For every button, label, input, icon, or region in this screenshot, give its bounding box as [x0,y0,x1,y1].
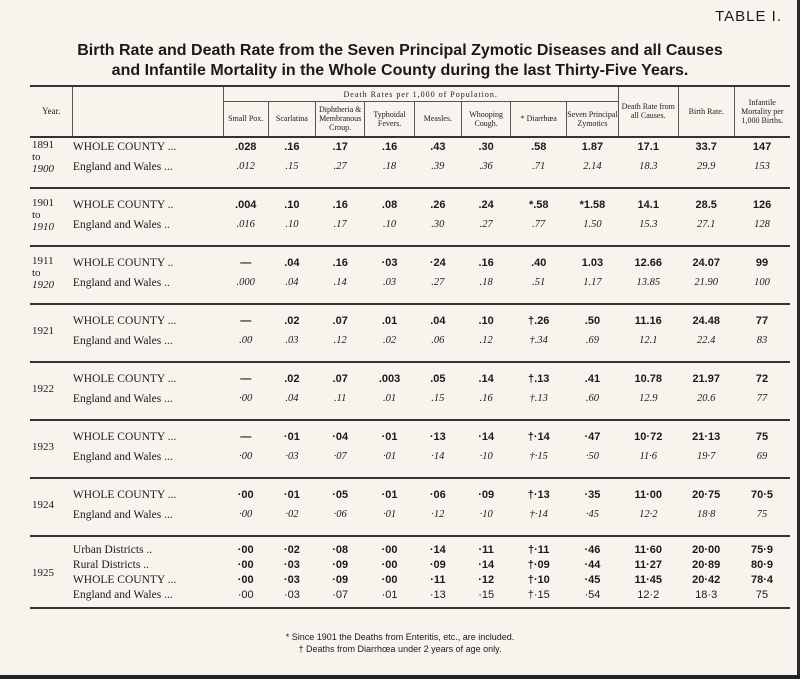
col-header-small-pox: Small Pox. [223,102,268,136]
birth-rate-header: Birth Rate. [678,86,734,136]
value-cell: 126 [752,198,772,211]
value-cell: .15 [431,393,445,404]
value-cell: ·01 [381,430,398,443]
value-cell: 153 [754,161,770,172]
region-label: WHOLE COUNTY ... [72,141,177,153]
col-header-diphtheria: Diphtheria & Membranous Croup. [315,102,364,136]
value-cell: ·50 [585,451,599,462]
value-cell: .14 [333,277,347,288]
block-separator [30,177,790,188]
death-rates-group-header: Death Rates per 1,000 of Population. [223,86,618,102]
value-cell: .02 [284,372,300,385]
value-cell: .016 [236,219,255,230]
year-cell [30,485,73,525]
year-text: 1922 [32,382,54,395]
value-cell: †·15 [527,589,550,601]
year-text: 1911 [32,254,54,267]
block-separator [30,467,790,478]
value-cell: ·46 [584,544,601,556]
value-cell: .40 [531,256,547,269]
table-row [30,447,790,467]
value-cell: ·01 [283,430,300,443]
table-row [30,137,790,157]
region-label: England and Wales ... [72,589,173,601]
value-cell: ·45 [584,574,601,586]
value-cell: 15.3 [639,219,658,230]
value-cell: 29.9 [697,161,716,172]
value-cell: ·14 [429,544,446,556]
year-cell [30,311,73,351]
value-cell: 21·13 [692,430,721,443]
footnote-diarrhoea: † Deaths from Diarrhœa under 2 years of age only. [298,644,502,654]
value-cell: 24.48 [692,314,720,327]
value-cell: 100 [754,277,770,288]
value-cell: ·03 [283,559,300,571]
value-cell: 33.7 [695,141,717,153]
value-cell: 18·8 [697,509,716,520]
block-separator [30,293,790,304]
value-cell: 18.3 [639,161,658,172]
year-text: 1923 [32,440,54,453]
value-cell: 18·3 [695,589,718,601]
value-cell: ·14 [478,430,495,443]
region-label: WHOLE COUNTY ... [72,372,177,385]
value-cell: 28.5 [695,198,717,211]
value-cell: .10 [284,198,300,211]
value-cell: ·10 [479,451,493,462]
value-cell: .03 [382,277,397,288]
table-row [30,369,790,389]
year-text: 1901 [32,196,54,209]
value-cell: ·03 [285,451,299,462]
value-cell: .11 [333,393,347,404]
region-label: WHOLE COUNTY ... [72,574,177,586]
table-row [30,331,790,351]
value-cell: .50 [584,314,601,327]
col-header-measles: Measles. [414,102,461,136]
block-gap [30,246,790,253]
table-title-line-2: and Infantile Mortality in the Whole County during the last Thirty-Five Years. [111,62,689,79]
table-end-rule [30,603,790,608]
value-cell: .17 [333,219,347,230]
value-cell: .012 [236,161,255,172]
value-cell: 75 [755,430,769,443]
value-cell: 20·00 [692,544,721,556]
value-cell: 72 [755,372,769,385]
value-cell: .10 [382,219,397,230]
value-cell: .27 [333,161,347,172]
value-cell: 21.90 [694,277,719,288]
value-cell: .03 [285,335,299,346]
block-gap [30,536,790,543]
value-cell: ·03 [381,256,398,269]
value-cell: — [240,430,252,443]
value-cell: 99 [755,256,769,269]
value-cell: .04 [284,256,300,269]
value-cell: ·00 [381,559,398,571]
value-cell: .000 [236,277,255,288]
value-cell: .18 [479,277,493,288]
year-text: 1891 [32,139,54,151]
value-cell: .69 [585,335,599,346]
value-cell: .10 [478,314,494,327]
value-cell: ·00 [237,574,254,586]
value-cell: 75 [756,509,768,520]
value-cell: 12·2 [637,589,660,601]
value-cell: .02 [382,335,397,346]
block-gap [30,188,790,195]
value-cell: 75·9 [751,544,774,556]
value-cell: ·01 [381,589,398,601]
table-row [30,558,790,573]
value-cell: †.13 [528,372,550,385]
value-cell: .24 [478,198,494,211]
value-cell: .12 [333,335,347,346]
value-cell: 77 [756,393,768,404]
col-header-diarrhoea: * Diarrhœa [511,102,567,136]
region-label: Rural Districts .. [72,559,149,571]
value-cell: ·09 [332,559,349,571]
value-cell: ·12 [478,574,495,586]
value-cell: ·07 [332,589,349,601]
value-cell: — [240,314,252,327]
value-cell: 11·27 [634,559,663,571]
value-cell: ·09 [429,559,446,571]
col-header-seven-zymotics: Seven Principal Zymotics [567,102,619,136]
block-gap [30,304,790,311]
region-label: England and Wales ... [72,392,173,405]
value-cell: 1.87 [581,141,604,153]
value-cell: ·00 [237,589,254,601]
year-text: 1921 [32,324,54,337]
value-cell: ·15 [478,589,495,601]
value-cell: — [240,256,252,269]
value-cell: .30 [431,219,445,230]
year-cell [30,195,73,235]
year-cell [30,427,73,467]
value-cell: .028 [235,141,257,153]
block-separator [30,525,790,536]
value-cell: ·14 [431,451,445,462]
value-cell: ·47 [584,430,601,443]
value-cell: ·08 [332,544,349,556]
value-cell: 27.1 [697,219,716,230]
year-cell [30,369,73,409]
value-cell: .10 [285,219,299,230]
value-cell: †·14 [529,509,548,520]
value-cell: .12 [479,335,493,346]
value-cell: *1.58 [579,198,606,211]
block-gap [30,478,790,485]
value-cell: ·01 [382,509,397,520]
col-header-typhoidal: Typhoidal Fevers. [365,102,414,136]
value-cell: ·06 [333,509,347,520]
table-row [30,273,790,293]
value-cell: ·00 [237,488,254,501]
value-cell: ·44 [584,559,601,571]
year-cell [30,543,73,603]
value-cell: †·14 [527,430,550,443]
death-rate-all-header: Death Rate from all Causes. [618,86,678,136]
value-cell: .16 [478,256,494,269]
value-cell: ·00 [237,559,254,571]
value-cell: 77 [755,314,769,327]
value-cell: ·02 [285,509,299,520]
region-label: England and Wales ... [72,508,173,521]
region-label: WHOLE COUNTY ... [72,314,177,327]
value-cell: ·00 [381,574,398,586]
value-cell: ·12 [431,509,445,520]
block-separator [30,409,790,420]
region-label: WHOLE COUNTY ... [72,488,177,501]
value-cell: ·02 [283,544,300,556]
value-cell: ·03 [283,574,300,586]
value-cell: 11·6 [639,451,658,462]
value-cell: †·10 [527,574,550,586]
year-text: 1924 [32,498,54,511]
value-cell: .07 [332,372,348,385]
value-cell: .58 [531,141,547,153]
value-cell: .60 [585,393,599,404]
value-cell: ·11 [430,574,446,586]
table-row [30,505,790,525]
value-cell: 147 [752,141,772,153]
value-cell: .01 [382,393,397,404]
value-cell: ·14 [478,559,495,571]
table-row [30,573,790,588]
year-header: Year. [30,86,73,136]
value-cell: 12.66 [634,256,663,269]
year-text: to [32,266,41,279]
value-cell: .16 [332,198,348,211]
value-cell: .26 [430,198,446,211]
value-cell: ·01 [283,488,300,501]
block-separator [30,235,790,246]
value-cell: ·09 [478,488,495,501]
value-cell: ·13 [429,430,446,443]
value-cell: 11.16 [634,314,662,327]
value-cell: 11·45 [634,574,663,586]
value-cell: ·10 [479,509,493,520]
value-cell: 22.4 [697,335,716,346]
value-cell: .77 [532,219,546,230]
value-cell: .004 [235,198,257,211]
value-cell: *.58 [528,198,549,211]
value-cell: 75 [755,589,769,601]
value-cell: .14 [478,372,494,385]
table-row [30,427,790,447]
year-text: 1910 [32,220,54,233]
value-cell: ·00 [239,393,253,404]
value-cell: .51 [532,277,546,288]
year-cell [30,253,73,293]
value-cell: 80·9 [751,559,774,571]
infantile-mortality-header: Infantile Mortality per 1,000 Births. [734,86,790,136]
value-cell: †·15 [529,451,548,462]
table-row [30,485,790,505]
value-cell: .003 [378,372,401,385]
value-cell: ·00 [239,451,253,462]
value-cell: ·00 [239,509,253,520]
table-row [30,253,790,273]
region-label: England and Wales .. [72,276,170,289]
year-text: 1920 [32,278,54,291]
value-cell: ·03 [283,589,300,601]
value-cell: 69 [756,451,768,462]
value-cell: ·01 [382,451,397,462]
value-cell: — [240,372,252,385]
value-cell: ·04 [332,430,349,443]
value-cell: ·06 [429,488,446,501]
value-cell: .16 [332,256,348,269]
value-cell: .02 [284,314,300,327]
value-cell: †·09 [527,559,550,571]
value-cell: †.26 [528,314,550,327]
value-cell: 14.1 [637,198,659,211]
value-cell: 19·7 [697,451,716,462]
value-cell: ·00 [381,544,398,556]
value-cell: .06 [431,335,445,346]
value-cell: 13.85 [636,277,661,288]
value-cell: ·13 [429,589,446,601]
region-label: WHOLE COUNTY .. [72,256,174,269]
value-cell: 21.97 [692,372,720,385]
value-cell: 1.50 [583,219,602,230]
col-header-whooping-cough: Whooping Cough. [461,102,510,136]
table-body [30,137,790,608]
table-row [30,215,790,235]
region-label: WHOLE COUNTY .. [72,198,174,211]
table-row [30,157,790,177]
value-cell: ·07 [333,451,347,462]
value-cell: †.13 [529,393,548,404]
value-cell: 11·60 [634,544,663,556]
value-cell: .16 [381,141,398,153]
value-cell: ·45 [585,509,599,520]
block-gap [30,362,790,369]
value-cell: .41 [584,372,601,385]
value-cell: .04 [285,393,299,404]
statistics-table [30,85,790,609]
col-header-scarlatina: Scarlatina [268,102,315,136]
year-text: 1900 [32,163,54,175]
table-label: TABLE I. [715,8,782,25]
value-cell: †·11 [528,544,550,556]
value-cell: ·35 [584,488,601,501]
value-cell: ·54 [584,589,601,601]
region-label: England and Wales ... [72,160,173,173]
year-text: 1925 [32,566,54,579]
value-cell: 70·5 [751,488,774,501]
value-cell: 2.14 [583,161,602,172]
value-cell: 20·89 [692,559,721,571]
region-label: England and Wales ... [72,450,173,463]
table-title-line-1: Birth Rate and Death Rate from the Seven Principal Zymotic Diseases and all Causes [77,42,723,59]
value-cell: ·05 [332,488,349,501]
value-cell: .01 [381,314,398,327]
value-cell: .00 [239,335,253,346]
year-text: to [32,151,41,163]
value-cell: 1.17 [583,277,602,288]
value-cell: 128 [754,219,770,230]
value-cell: 1.03 [581,256,604,269]
value-cell: 11·00 [634,488,663,501]
value-cell: .43 [430,141,446,153]
region-label: WHOLE COUNTY ... [72,430,177,443]
value-cell: .04 [430,314,446,327]
footnote-enteritis: * Since 1901 the Deaths from Enteritis, etc., are included. [285,632,515,642]
value-cell: .18 [382,161,397,172]
value-cell: .27 [479,219,493,230]
year-text: to [32,208,41,221]
value-cell: ·09 [332,574,349,586]
block-separator [30,351,790,362]
table-row [30,389,790,409]
block-gap [30,420,790,427]
bottom-edge [0,675,800,679]
value-cell: 20·42 [692,574,721,586]
table-row [30,311,790,331]
value-cell: .04 [285,277,299,288]
value-cell: .16 [479,393,493,404]
region-header [73,86,223,136]
value-cell: .15 [285,161,299,172]
value-cell: 20·75 [692,488,721,501]
value-cell: .08 [381,198,398,211]
value-cell: 17.1 [637,141,659,153]
value-cell: ·11 [478,544,494,556]
value-cell: ·01 [381,488,398,501]
region-label: England and Wales .. [72,218,170,231]
value-cell: .17 [332,141,348,153]
table-row [30,588,790,603]
value-cell: .05 [430,372,446,385]
value-cell: ·00 [237,544,254,556]
value-cell: 12.9 [639,393,658,404]
value-cell: †.34 [529,335,548,346]
value-cell: .39 [431,161,445,172]
region-label: England and Wales ... [72,334,173,347]
value-cell: .16 [284,141,300,153]
value-cell: 10·72 [634,430,663,443]
value-cell: 83 [756,335,768,346]
value-cell: 12·2 [639,509,658,520]
value-cell: 78·4 [751,574,774,586]
value-cell: .07 [332,314,348,327]
value-cell: .71 [532,161,546,172]
value-cell: †·13 [527,488,550,501]
value-cell: .27 [431,277,445,288]
table-row [30,543,790,558]
table-row [30,195,790,215]
value-cell: 24.07 [692,256,720,269]
value-cell: ·24 [429,256,446,269]
value-cell: 10.78 [634,372,663,385]
value-cell: .30 [478,141,494,153]
region-label: Urban Districts .. [72,544,153,556]
value-cell: 12.1 [639,335,658,346]
value-cell: 20.6 [697,393,716,404]
year-cell [30,137,73,177]
value-cell: .36 [479,161,493,172]
